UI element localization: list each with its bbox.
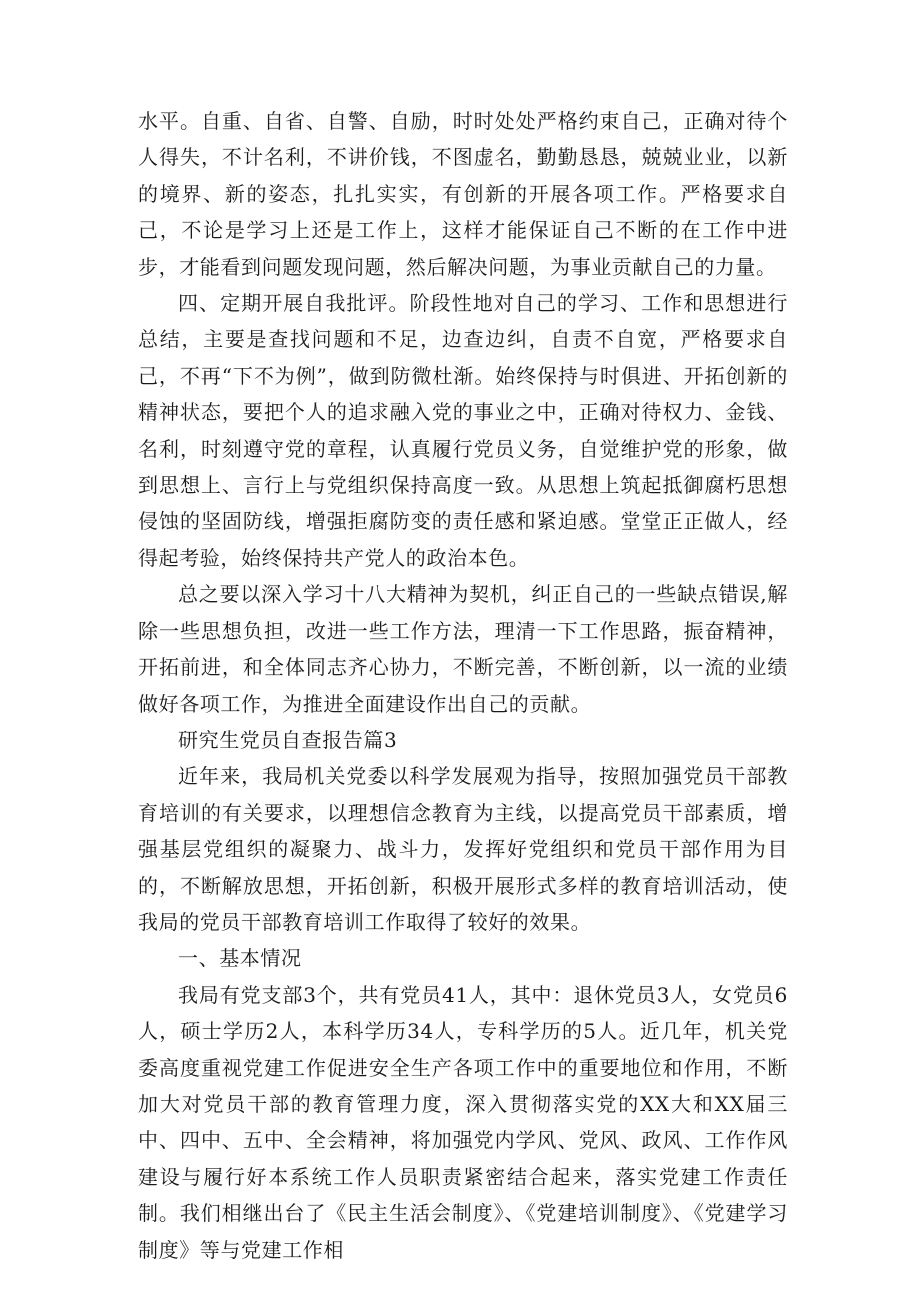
section-heading-report-3: 研究生党员自查报告篇3 — [178, 727, 398, 752]
paragraph-self-criticism: 四、定期开展自我批评。阶段性地对自己的学习、工作和思想进行总结，主要是查找问题和不足，边查边纠，自责不自宽，严格要求自己，不再“下不为例”，做到防微杜渐。始终保持与时俱进、开拓创新的精神状态，要把个人的追求融入党的事业之中，正确对待权力、金钱、名利，时刻遵守党的章程，认真履行党员义务，自觉维护党的形象，做到思想上、言行上与党组织保持高度一致。从思想上筑起抵御腐朽思想侵蚀的坚固防线，增强拒腐防变的责任感和紧迫感。堂堂正正做人，经得起考验，始终保持共产党人的政治本色。 — [138, 291, 788, 570]
paragraph-basic-situation: 我局有党支部3个，共有党员41人，其中：退休党员3人，女党员6人，硕士学历2人，本科学历34人，专科学历的5人。近几年，机关党委高度重视党建工作促进安全生产各项工作中的重要地位和作用，不断加大对党员干部的教育管理力度，深入贯彻落实党的XX大和XX届三中、四中、五中、全会精神，将加强党内学风、党风、政风、工作作风建设与履行好本系统工作人员职责紧密结合起来，落实党建工作责任制。我们相继出台了《民主生活会制度》、《党建培训制度》、《党建学习制度》等与党建工作相 — [138, 982, 788, 1262]
section-heading-basic-situation: 一、基本情况 — [178, 946, 302, 971]
paragraph-continued: 水平。自重、自省、自警、自励，时时处处严格约束自己，正确对待个人得失，不计名利，不讲价钱，不图虚名，勤勤恳恳，兢兢业业，以新的境界、新的姿态，扎扎实实，有创新的开展各项工作。严格要求自己，不论是学习上还是工作上，这样才能保证自己不断的在工作中进步，才能看到问题发现问题，然后解决问题，为事业贡献自己的力量。 — [138, 109, 788, 279]
paragraph-conclusion: 总之要以深入学习十八大精神为契机，纠正自己的一些缺点错误,解除一些思想负担，改进一些工作方法，理清一下工作思路，振奋精神，开拓前进，和全体同志齐心协力，不断完善，不断创新，以一流的业绩做好各项工作，为推进全面建设作出自己的贡献。 — [138, 582, 788, 716]
document-body — [138, 103, 788, 1268]
paragraph-introduction: 近年来，我局机关党委以科学发展观为指导，按照加强党员干部教育培训的有关要求，以理想信念教育为主线，以提高党员干部素质，增强基层党组织的凝聚力、战斗力，发挥好党组织和党员干部作用为目的，不断解放思想，开拓创新，积极开展形式多样的教育培训活动，使我局的党员干部教育培训工作取得了较好的效果。 — [138, 764, 788, 934]
